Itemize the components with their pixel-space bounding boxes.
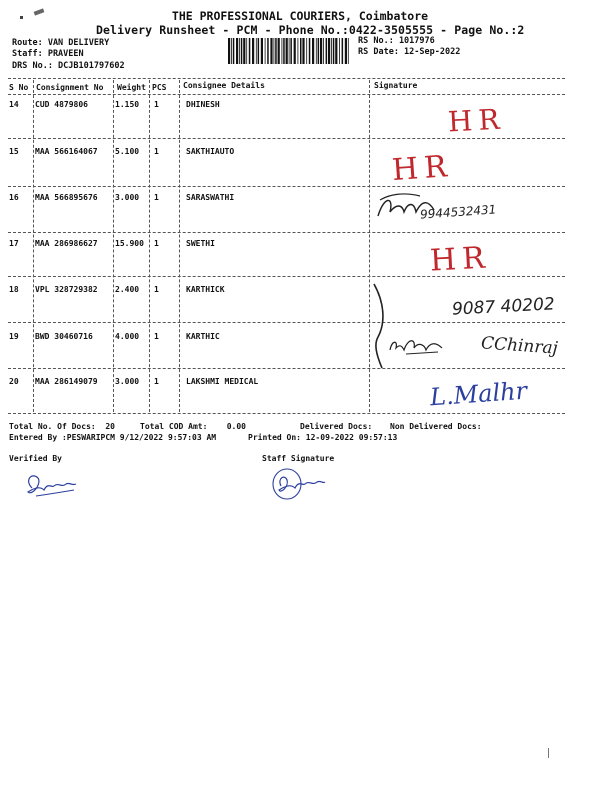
handwritten-phone: 9944532431 bbox=[419, 202, 497, 222]
row-weight: 15.900 bbox=[115, 239, 144, 248]
row-consignee: KARTHIC bbox=[186, 332, 220, 341]
row-consignee: LAKSHMI MEDICAL bbox=[186, 377, 259, 386]
verified-by-label: Verified By bbox=[9, 454, 62, 463]
col-signature: Signature bbox=[374, 81, 418, 90]
row-pcs: 1 bbox=[154, 377, 159, 386]
row-consignee: KARTHICK bbox=[186, 285, 225, 294]
row-pcs: 1 bbox=[154, 147, 159, 156]
col-consignment: Consignment No bbox=[36, 83, 104, 92]
row-pcs: 1 bbox=[154, 285, 159, 294]
handwritten-sign-hr: HR bbox=[447, 102, 507, 139]
col-divider bbox=[149, 80, 150, 412]
row-consignment: MAA 566895676 bbox=[35, 193, 98, 202]
row-sno: 19 bbox=[9, 332, 19, 341]
handwritten-phone: 9087 40202 bbox=[451, 294, 556, 320]
barcode bbox=[228, 38, 352, 64]
row-consignee: SWETHI bbox=[186, 239, 215, 248]
row-sno: 17 bbox=[9, 239, 19, 248]
row-weight: 3.000 bbox=[115, 377, 140, 386]
total-docs: Total No. Of Docs: 20 bbox=[9, 422, 115, 431]
row-consignment: MAA 566164067 bbox=[35, 147, 98, 156]
row-consignment: BWD 30460716 bbox=[35, 332, 93, 341]
row-rule bbox=[8, 138, 565, 139]
row-rule bbox=[8, 276, 565, 277]
row-weight: 5.100 bbox=[115, 147, 140, 156]
handwritten-sign-hr: HR bbox=[429, 240, 492, 279]
row-pcs: 1 bbox=[154, 332, 159, 341]
row-consignee: SAKTHIAUTO bbox=[186, 147, 235, 156]
row-consignee: SARASWATHI bbox=[186, 193, 235, 202]
company-title: THE PROFESSIONAL COURIERS, Coimbatore bbox=[171, 9, 429, 23]
row-consignment: CUD 4879806 bbox=[35, 100, 88, 109]
row-pcs: 1 bbox=[154, 193, 159, 202]
row-pcs: 1 bbox=[154, 239, 159, 248]
row-rule bbox=[8, 186, 565, 187]
staff-signature bbox=[265, 466, 327, 502]
row-rule bbox=[8, 413, 565, 414]
table-top-rule bbox=[8, 78, 565, 79]
row-sno: 20 bbox=[9, 377, 19, 386]
delivered-docs: Delivered Docs: bbox=[300, 422, 373, 431]
row-sno: 14 bbox=[9, 100, 19, 109]
printed-on: Printed On: 12-09-2022 09:57:13 bbox=[248, 433, 398, 442]
non-delivered-docs: Non Delivered Docs: bbox=[390, 422, 482, 431]
row-sno: 15 bbox=[9, 147, 19, 156]
verified-by-signature bbox=[22, 470, 78, 500]
scan-mark bbox=[20, 16, 23, 19]
entered-by: Entered By :PESWARIPCM 9/12/2022 9:57:03 AM bbox=[9, 433, 217, 442]
total-cod: Total COD Amt: 0.00 bbox=[140, 422, 246, 431]
route-label: Route: VAN DELIVERY bbox=[12, 38, 110, 48]
col-divider bbox=[33, 80, 34, 412]
row-rule bbox=[8, 322, 565, 323]
handwritten-name: L.Malhr bbox=[429, 376, 528, 412]
row-weight: 2.400 bbox=[115, 285, 140, 294]
runsheet-title: Delivery Runsheet - PCM - Phone No.:0422-3505555 - Page No.:2 bbox=[96, 23, 525, 37]
row-rule bbox=[8, 368, 565, 369]
col-divider bbox=[179, 80, 180, 412]
row-rule bbox=[8, 232, 565, 233]
row-consignment: VPL 328729382 bbox=[35, 285, 98, 294]
drs-number: DRS No.: DCJB101797602 bbox=[12, 61, 125, 71]
handwritten-bracket bbox=[368, 282, 392, 372]
row-weight: 4.000 bbox=[115, 332, 140, 341]
row-weight: 3.000 bbox=[115, 193, 140, 202]
col-consignee: Consignee Details bbox=[183, 81, 265, 90]
scan-mark bbox=[548, 748, 549, 758]
row-consignment: MAA 286986627 bbox=[35, 239, 98, 248]
row-consignment: MAA 286149079 bbox=[35, 377, 98, 386]
rs-number: RS No.: 1017976 bbox=[358, 36, 435, 46]
rs-date: RS Date: 12-Sep-2022 bbox=[358, 47, 461, 57]
col-divider bbox=[113, 80, 114, 412]
row-consignee: DHINESH bbox=[186, 100, 220, 109]
table-header-rule bbox=[8, 94, 565, 95]
col-weight: Weight bbox=[117, 83, 146, 92]
row-pcs: 1 bbox=[154, 100, 159, 109]
col-pcs: PCS bbox=[152, 83, 167, 92]
handwritten-sign-hr: HR bbox=[390, 148, 454, 189]
row-sno: 16 bbox=[9, 193, 19, 202]
staff-signature-label: Staff Signature bbox=[262, 454, 335, 463]
row-weight: 1.150 bbox=[115, 100, 140, 109]
handwritten-name: CChinraj bbox=[480, 333, 559, 359]
col-sno: S No bbox=[9, 83, 29, 92]
handwritten-signature bbox=[386, 332, 446, 358]
staff-label: Staff: PRAVEEN bbox=[12, 49, 84, 59]
row-sno: 18 bbox=[9, 285, 19, 294]
